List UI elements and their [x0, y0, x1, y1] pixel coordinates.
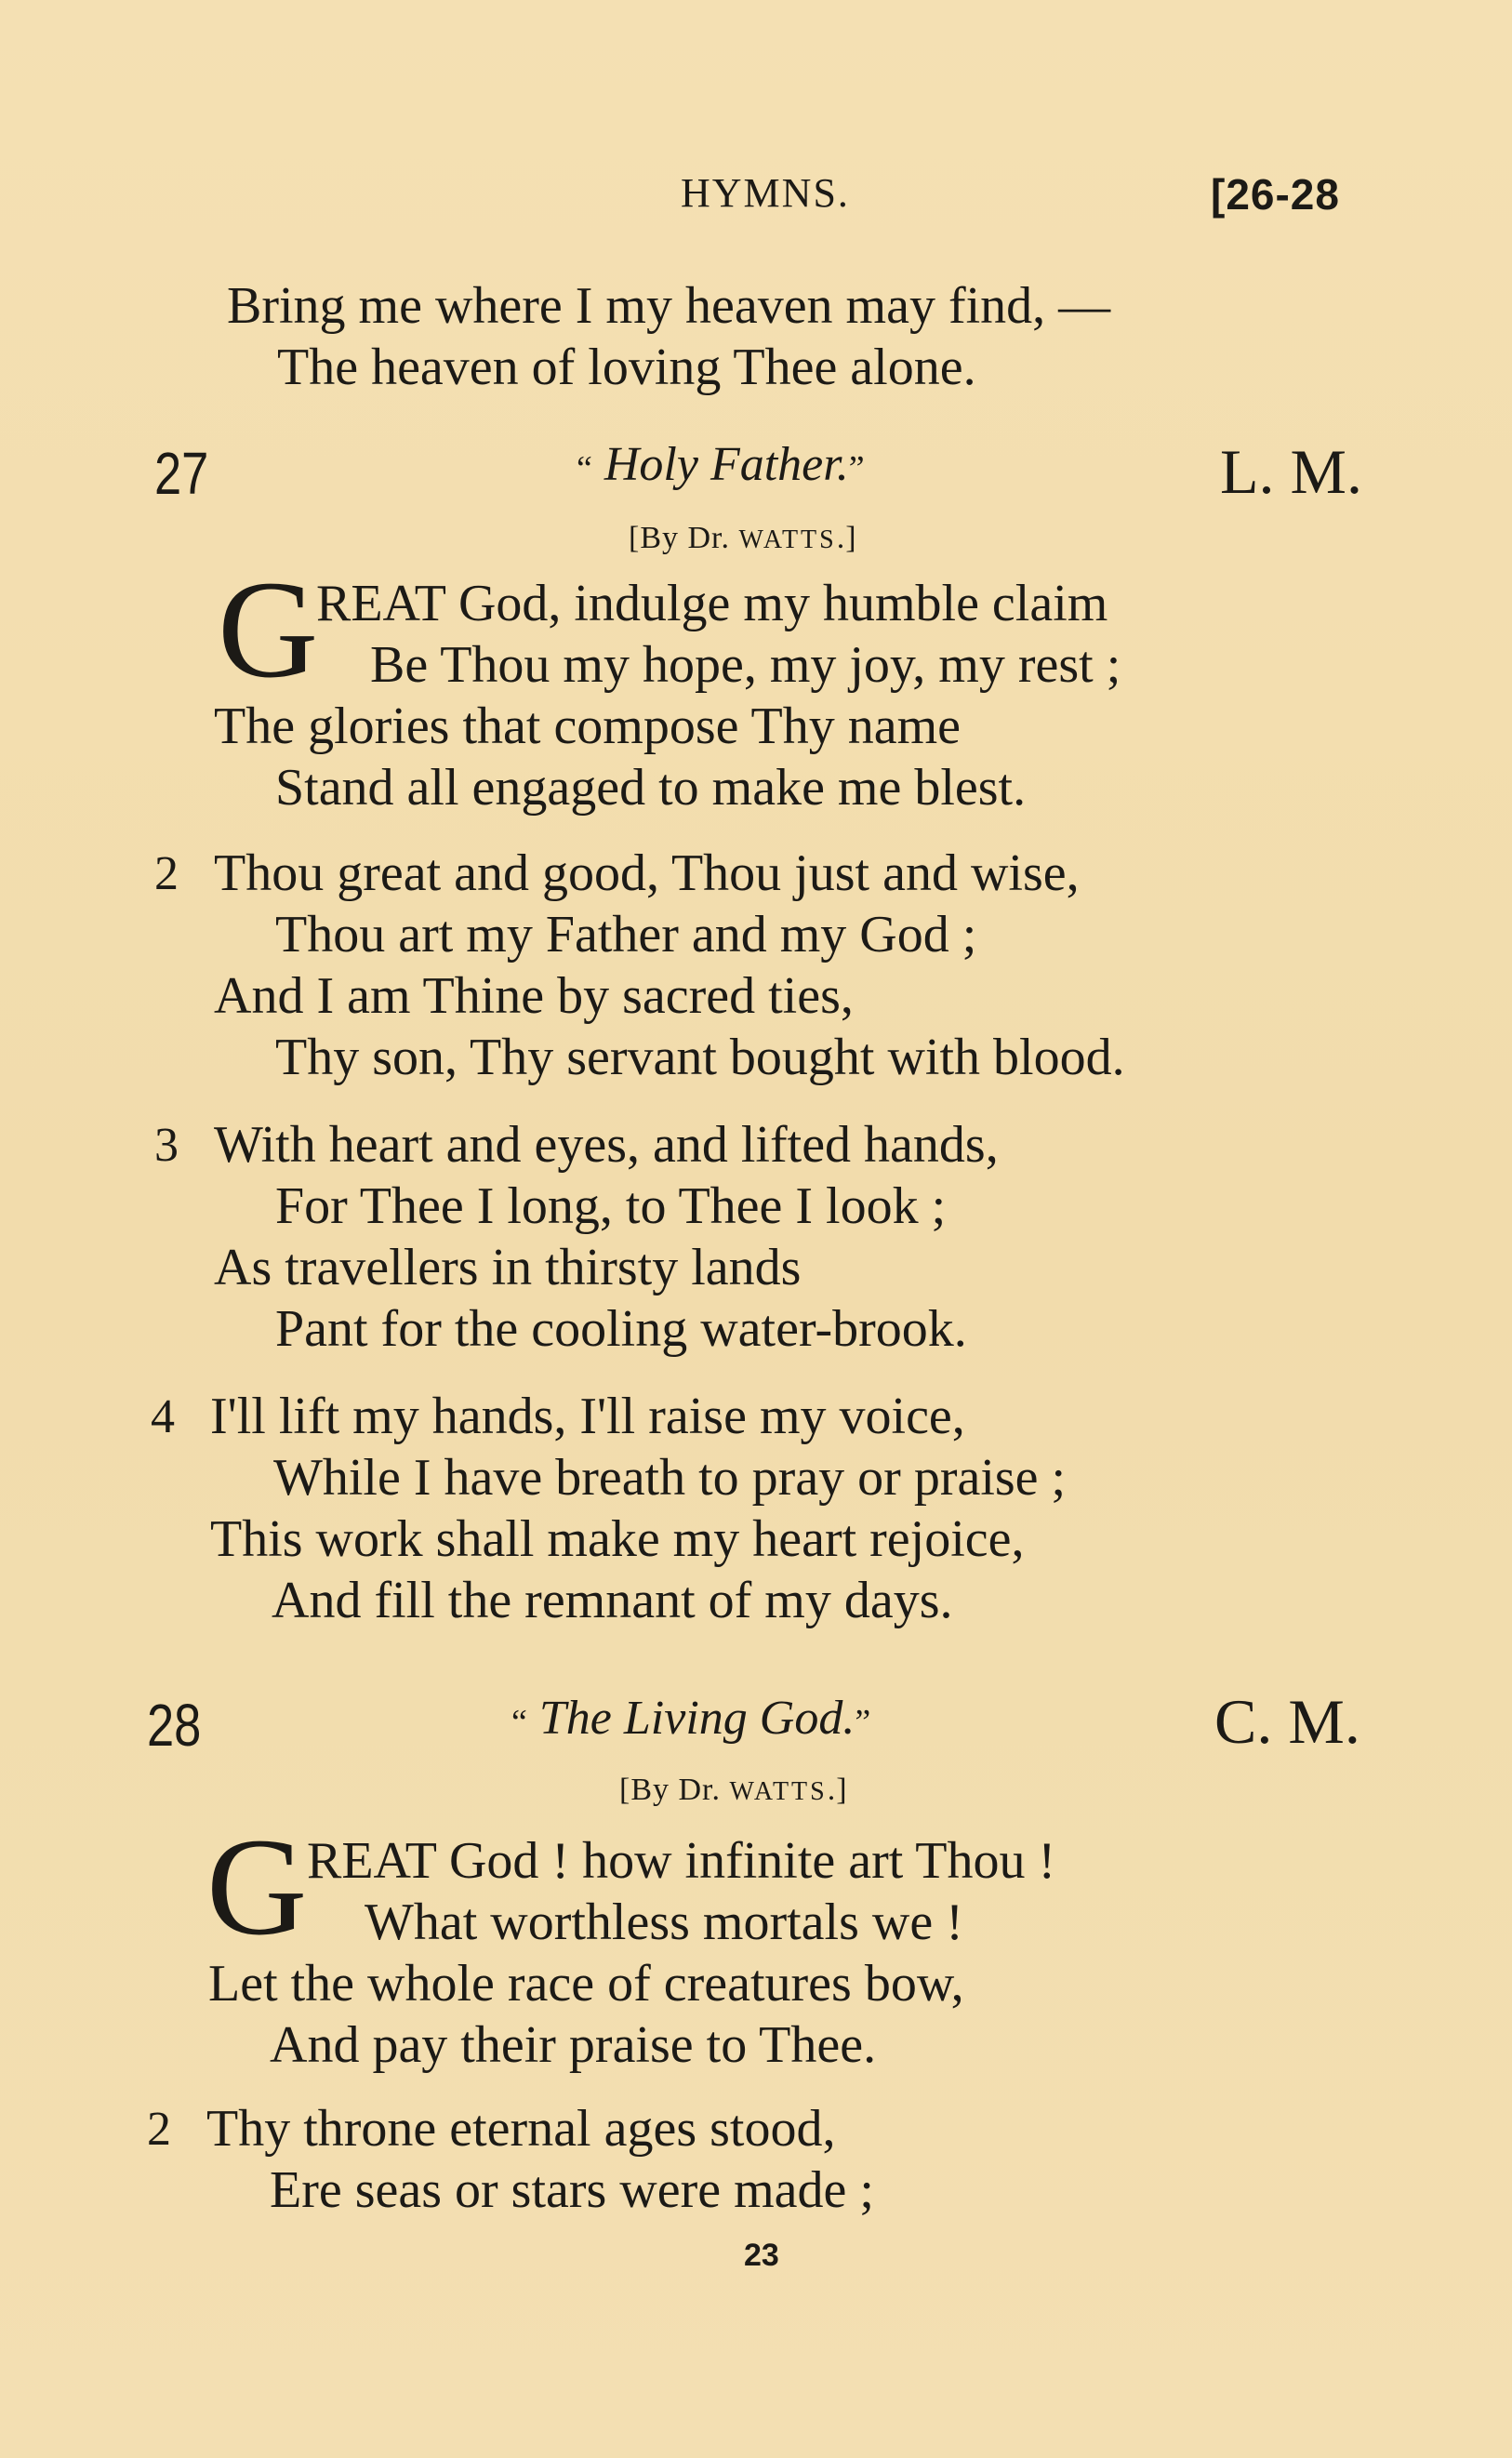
hymn-27-meter: L. M. [1220, 436, 1362, 507]
carryover-line-2: The heaven of loving Thee alone. [277, 339, 976, 396]
hymn-28-s1-line-4: And pay their praise to Thee. [270, 2016, 877, 2074]
hymn-27-s3-line-3: As travellers in thirsty lands [214, 1239, 802, 1296]
hymn-27-s2-line-2: Thou art my Father and my God ; [275, 906, 977, 963]
hymn-28-s2-number: 2 [147, 2103, 171, 2156]
hymn-27-s1-line-4: Stand all engaged to make me blest. [275, 759, 1027, 817]
hymn-28-title-text: The Living God. [538, 1692, 855, 1745]
hymn-27-s1-line-2: Be Thou my hope, my joy, my rest ; [370, 636, 1121, 694]
hymn-27-s4-line-3: This work shall make my heart rejoice, [210, 1510, 1025, 1568]
running-header-range: [26-28 [1211, 170, 1340, 219]
hymn-27-s4-number: 4 [151, 1390, 175, 1443]
hymn-27-author-name: WATTS [738, 525, 837, 554]
hymn-27-s2-line-4: Thy son, Thy servant bought with blood. [275, 1029, 1125, 1086]
carryover-line-1: Bring me where I my heaven may find, — [227, 277, 1111, 335]
hymn-28-number: 28 [147, 1692, 202, 1759]
hymn-27-s3-line-1: With heart and eyes, and lifted hands, [214, 1116, 999, 1174]
running-header-title: HYMNS. [681, 170, 850, 216]
hymn-28-s2-line-1: Thy throne eternal ages stood, [206, 2100, 836, 2158]
hymn-28-title-open-quote: “ [511, 1703, 527, 1742]
hymn-28-title-close-quote: ” [855, 1703, 871, 1742]
hymn-28-s1-line-3: Let the whole race of creatures bow, [208, 1955, 964, 2013]
hymn-28-title [511, 1691, 870, 1746]
hymn-28-author-suffix: .] [827, 1773, 848, 1807]
hymn-27-title-open-quote: “ [577, 449, 592, 488]
hymn-27-s4-line-1: I'll lift my hands, I'll raise my voice, [210, 1388, 965, 1445]
hymn-28-author [619, 1773, 848, 1808]
hymn-27-s1-line-3: The glories that compose Thy name [214, 698, 961, 755]
hymn-27-s2-line-1: Thou great and good, Thou just and wise, [214, 844, 1080, 902]
hymn-27-s4-line-2: While I have breath to pray or praise ; [273, 1449, 1067, 1507]
hymn-27-title [577, 437, 865, 492]
hymn-28-s1-line-1: REAT God ! how infinite art Thou ! [307, 1832, 1056, 1890]
hymn-27-author [629, 521, 857, 556]
hymn-28-s1-line-2: What worthless mortals we ! [365, 1893, 963, 1951]
page-number: 23 [744, 2238, 779, 2273]
hymn-27-s3-line-2: For Thee I long, to Thee I look ; [275, 1177, 947, 1235]
hymn-28-author-prefix: [By Dr. [619, 1773, 730, 1807]
hymn-27-s2-number: 2 [154, 847, 179, 900]
hymn-28-meter: C. M. [1214, 1686, 1360, 1757]
hymn-27-s3-number: 3 [154, 1119, 179, 1172]
hymn-27-s2-line-3: And I am Thine by sacred ties, [214, 967, 854, 1025]
hymn-27-author-suffix: .] [836, 521, 857, 555]
hymn-28-dropcap: G [206, 1810, 308, 1964]
hymn-27-title-text: Holy Father. [603, 438, 849, 491]
hymn-27-s1-line-1: REAT God, indulge my humble claim [316, 575, 1108, 632]
hymn-28-author-name: WATTS [729, 1777, 828, 1806]
hymn-27-number: 27 [154, 440, 209, 507]
hymn-27-title-close-quote: ” [848, 449, 865, 488]
hymn-27-dropcap: G [218, 552, 319, 707]
hymn-28-s2-line-2: Ere seas or stars were made ; [270, 2161, 874, 2219]
hymn-27-s3-line-4: Pant for the cooling water-brook. [275, 1300, 967, 1358]
hymn-27-s4-line-4: And fill the remnant of my days. [272, 1572, 953, 1629]
hymn-27-author-prefix: [By Dr. [629, 521, 739, 555]
